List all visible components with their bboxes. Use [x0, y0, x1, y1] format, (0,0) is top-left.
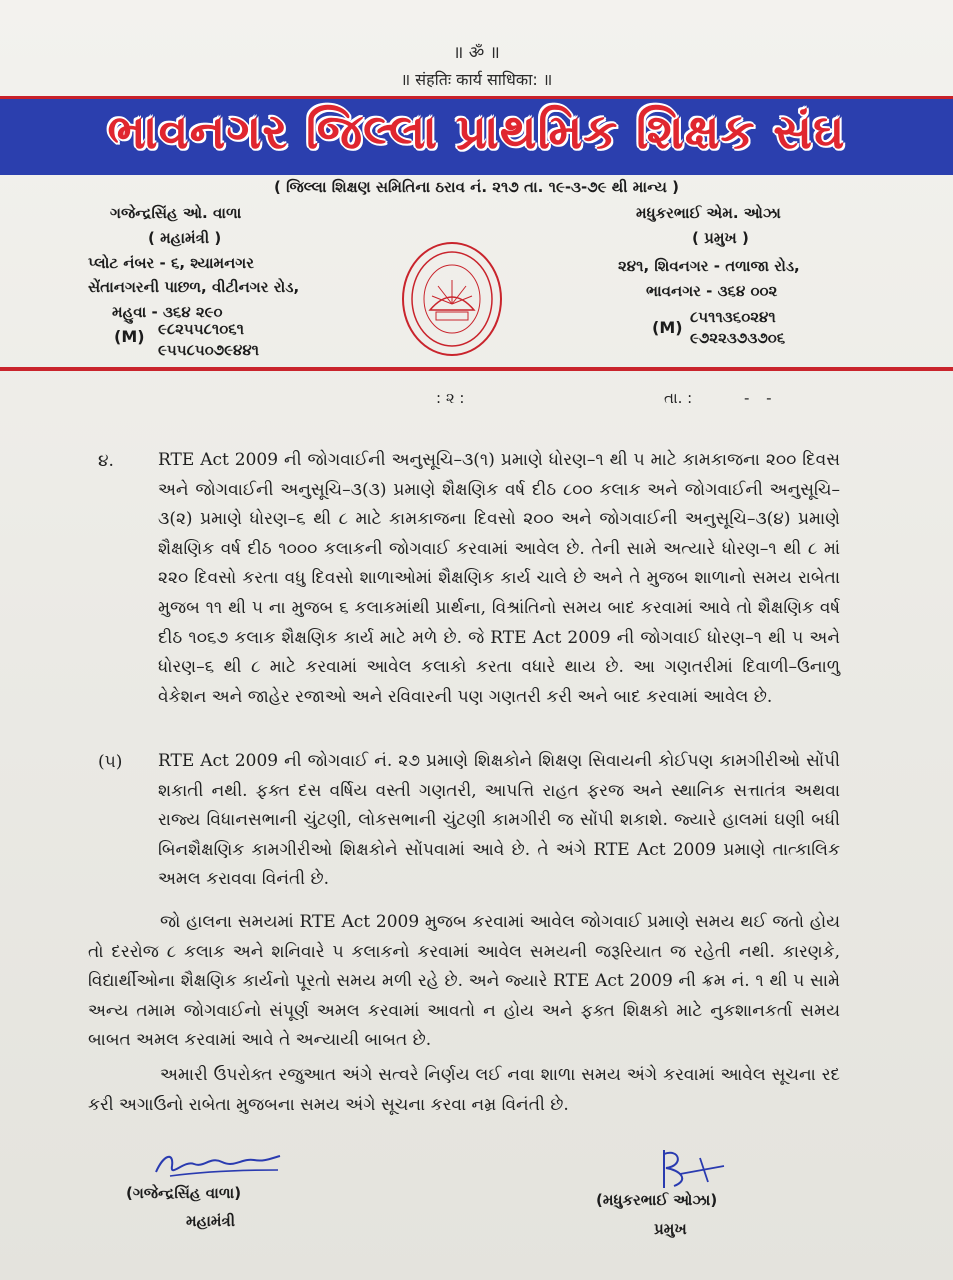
right-signatory-role: પ્રમુખ: [654, 1220, 687, 1238]
right-mobile-label: (M): [652, 318, 683, 337]
recognition-note: ( જિલ્લા શિક્ષણ સમિતિના ઠરાવ નં. ૨૧૭ તા. ૧૯-૩-૭૯ થી માન્ય ): [274, 178, 679, 196]
left-role: ( મહામંત્રી ): [148, 229, 222, 247]
page-number: : ૨ :: [436, 389, 465, 407]
date-value: - -: [744, 389, 778, 407]
right-address-1: ૨૪૧, શિવનગર - તળાજા રોડ,: [618, 257, 800, 275]
right-phone-1: ૮૫૧૧૩૬૦૨૪૧: [690, 308, 776, 326]
union-seal-emblem: [402, 242, 502, 356]
right-signature-mark: [650, 1146, 730, 1192]
item-4-text: RTE Act 2009 ની જોગવાઈની અનુસૂચિ–૩(૧) પ્રમાણે ધોરણ–૧ થી ૫ માટે કામકાજના ૨૦૦ દિવસ અને જોગવાઈની અનુસૂચિ–૩(૩) પ્રમાણે શૈક્ષણિક વર્ષ દીઠ ૮૦૦ કલાક અને જોગવાઈની અનુસૂચિ–૩(૨) પ્રમાણે ધોરણ–૬ થી ૮ માટે કામકાજના દિવસો ૨૦૦ અને જોગવાઈની અનુસૂચિ–૩(૪) પ્રમાણે શૈક્ષણિક વર્ષ દીઠ ૧૦૦૦ કલાકની જોગવાઈ કરવામાં આવેલ છે. તેની સામે અત્યારે ધોરણ–૧ થી ૮ માં ૨૨૦ દિવસો કરતા વધુ દિવસો શાળાઓમાં શૈક્ષણિક કાર્ય ચાલે છે અને તે મુજબ શાળાનો સમય રાબેતા મુજબ ૧૧ થી ૫ ના મુજબ ૬ કલાકમાંથી પ્રાર્થના, વિશ્રાંતિનો સમય બાદ કરવામાં આવે તો શૈક્ષણિક વર્ષ દીઠ ૧૦૬૭ કલાક શૈક્ષણિક કાર્ય માટે મળે છે. જે RTE Act 2009 ની જોગવાઈ ધોરણ–૧ થી ૫ અને ધોરણ–૬ થી ૮ માટે કરવામાં આવેલ કલાકો કરતા વધારે થાય છે. આ ગણતરીમાં દિવાળી–ઉનાળુ વેકેશન અને જાહેર રજાઓ અને રવિવારની પણ ગણતરી કરી અને બાદ કરવામાં આવેલ છે.: [158, 450, 840, 707]
right-role: ( પ્રમુખ ): [692, 229, 749, 247]
left-address-1: પ્લોટ નંબર - ૬, શ્યામનગર: [88, 254, 254, 272]
left-name: ગજેન્દ્રસિંહ ઓ. વાળા: [110, 204, 242, 222]
left-signatory-role: મહામંત્રી: [186, 1212, 236, 1230]
right-signatory-name: (મધુકરભાઈ ઓઝા): [596, 1191, 718, 1209]
header-divider: [0, 367, 953, 371]
right-name: મધુકરભાઈ એમ. ઓઝા: [636, 204, 781, 222]
left-signature-mark: [150, 1146, 286, 1186]
item-5-text: RTE Act 2009 ની જોગવાઈ નં. ૨૭ પ્રમાણે શિક્ષકોને શિક્ષણ સિવાયની કોઈપણ કામગીરીઓ સોંપી શકાતી નથી. ફક્ત દસ વર્ષિય વસ્તી ગણતરી, આપત્તિ રાહત ફરજ અને સ્થાનિક સત્તાતંત્ર અથવા રાજ્ય વિધાનસભાની ચુંટણી, લોકસભાની ચુંટણી કામગીરી જ સોંપી શકાશે. જ્યારે હાલમાં ઘણી બધી બિનશૈક્ષણિક કામગીરીઓ શિક્ષકોને સોંપવામાં આવે છે. તે અંગે RTE Act 2009 પ્રમાણે તાત્કાલિક અમલ કરાવવા વિનંતી છે.: [158, 751, 840, 890]
closing-paragraph-b: અમારી ઉપરોક્ત રજુઆત અંગે સત્વરે નિર્ણય લઈ નવા શાળા સમય અંગે કરવામાં આવેલ સૂચના રદ કરી અગાઉનો રાબેતા મુજબના સમય અંગે સૂચના કરવા નમ્ર વિનંતી છે.: [88, 1065, 840, 1115]
left-phone-1: ૯૮૨૫૫૮૧૦૬૧: [158, 320, 245, 338]
closing-paragraph-a: જો હાલના સમયમાં RTE Act 2009 મુજબ કરવામાં આવેલ જોગવાઈ પ્રમાણે સમય થઈ જતો હોય તો દરરોજ ૮ કલાક અને શનિવારે ૫ કલાકનો કરવામાં આવેલ સમયની જરૂરિયાત જ રહેતી નથી. કારણકે, વિદ્યાર્થીઓના શૈક્ષણિક કાર્યનો પૂરતો સમય મળી રહે છે. અને જ્યારે RTE Act 2009 ની ક્રમ નં. ૧ થી ૫ સામે અન્ય તમામ જોગવાઈનો સંપૂર્ણ અમલ કરવામાં આવતો ન હોય અને ફક્ત શિક્ષકો માટે નુકશાનકર્તા સમય બાબત અમલ કરવામાં આવે તે અન્યાયી બાબત છે.: [88, 912, 840, 1051]
left-phone-2: ૯૫૫૮૫૦૭૯૪૪૧: [158, 341, 259, 359]
left-mobile-label: (M): [114, 327, 145, 346]
left-address-2: સેંતાનગરની પાછળ, વીટીનગર રોડ,: [88, 278, 300, 296]
item-5-number: (૫): [98, 752, 123, 772]
org-title: ભાવનગર જિલ્લા પ્રાથમિક શિક્ષક સંઘ: [107, 104, 846, 160]
om-symbol: ॥ ॐ ॥: [453, 43, 500, 63]
right-phone-2: ૯૭૨૨૩૭૩૭૦૬: [690, 329, 786, 347]
item-4-number: ૪.: [98, 451, 114, 471]
right-address-2: ભાવનગર - ૩૬૪ ૦૦૨: [646, 282, 778, 300]
left-signatory-name: (ગજેન્દ્રસિંહ વાળા): [126, 1184, 242, 1202]
motto: ॥ संहतिः कार्य साधिका: ॥: [400, 70, 553, 89]
date-label: તા. :: [664, 389, 693, 407]
left-address-3: મહુવા - ૩૬૪ ૨૯૦: [112, 303, 223, 321]
